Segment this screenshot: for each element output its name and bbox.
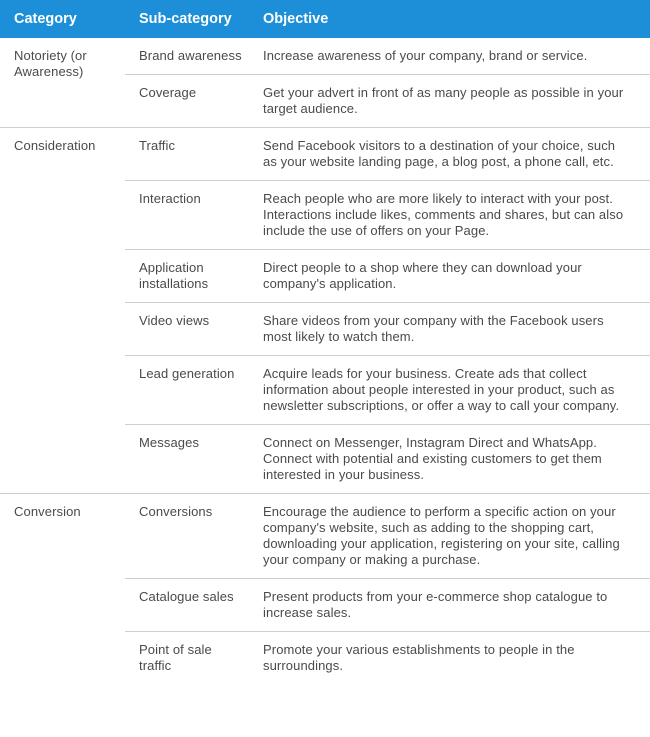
table-row <box>0 494 650 579</box>
subcategory-cell: Coverage <box>125 75 249 128</box>
subcategory-cell: Application installations <box>125 250 249 303</box>
header-category: Category <box>0 0 125 38</box>
table-header <box>0 0 650 38</box>
subcategory-cell: Conversions <box>125 494 249 579</box>
subcategory-cell: Interaction <box>125 181 249 250</box>
objective-cell: Encourage the audience to perform a specific action on your company's website, such as adding to the shopping cart, downloading your application, registering on your site, calling your company or making a purchase. <box>249 494 650 579</box>
subcategory-cell: Traffic <box>125 128 249 181</box>
subcategory-cell: Lead generation <box>125 356 249 425</box>
header-row <box>0 0 650 38</box>
objective-cell: Share videos from your company with the Facebook users most likely to watch them. <box>249 303 650 356</box>
objective-cell: Present products from your e-commerce shop catalogue to increase sales. <box>249 579 650 632</box>
objective-cell: Promote your various establishments to people in the surroundings. <box>263 642 575 673</box>
table-row <box>0 128 650 181</box>
objective-cell: Get your advert in front of as many people as possible in your target audience. <box>249 75 650 128</box>
category-cell: Consideration <box>0 128 125 494</box>
objective-cell: Increase awareness of your company, brand or service. <box>249 38 650 75</box>
header-objective: Objective <box>249 0 650 38</box>
subcategory-cell: Messages <box>125 425 249 494</box>
category-cell: Conversion <box>14 504 81 519</box>
category-cell: Notoriety (or Awareness) <box>0 38 125 128</box>
objective-cell: Connect on Messenger, Instagram Direct and WhatsApp. Connect with potential and existing customers to get them interested in your business. <box>249 425 650 494</box>
objective-cell: Reach people who are more likely to interact with your post. Interactions include likes, comments and shares, but can also include the use of offers on your Page. <box>249 181 650 250</box>
subcategory-cell: Catalogue sales <box>125 579 249 632</box>
objective-cell: Send Facebook visitors to a destination of your choice, such as your website landing page, a blog post, a phone call, etc. <box>249 128 650 181</box>
table-body <box>0 38 650 684</box>
table-row <box>0 38 650 75</box>
subcategory-cell: Video views <box>125 303 249 356</box>
subcategory-cell: Point of sale traffic <box>139 642 212 673</box>
header-subcategory: Sub-category <box>125 0 249 38</box>
subcategory-cell: Brand awareness <box>125 38 249 75</box>
objective-cell: Acquire leads for your business. Create ads that collect information about people interested in your product, such as newsletter subscriptions, or offer a way to call your company. <box>249 356 650 425</box>
objective-cell: Direct people to a shop where they can download your company's application. <box>249 250 650 303</box>
